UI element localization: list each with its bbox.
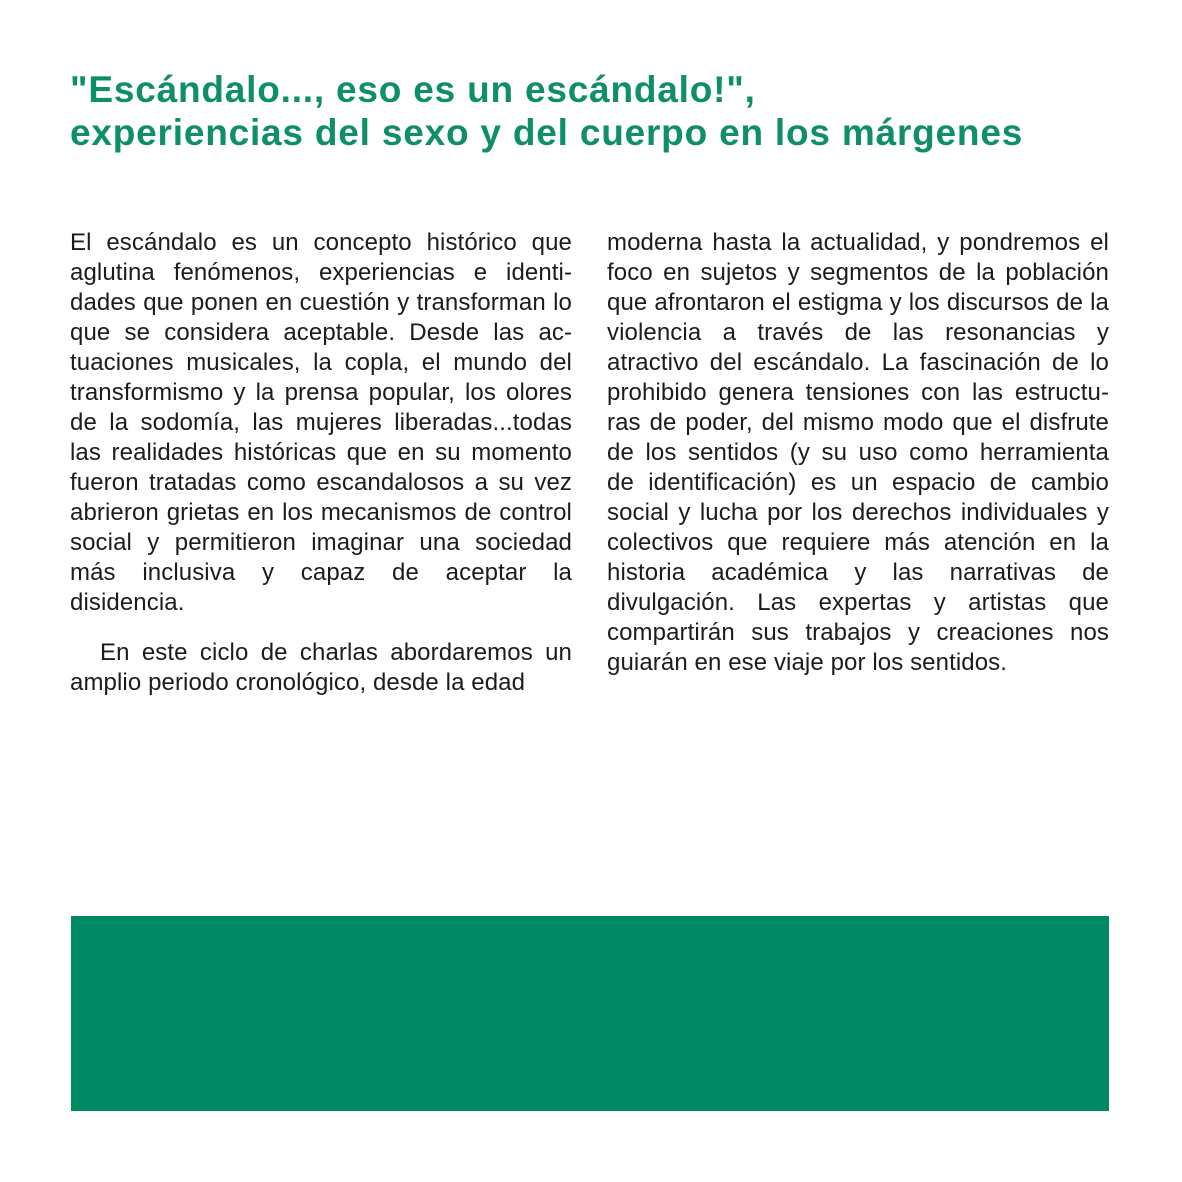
article-column-left	[70, 228, 572, 698]
page-title	[70, 68, 1070, 154]
article-paragraph-2-continued: moderna hasta la actualidad, y pondremos el foco en sujetos y segmentos de la población que afrontaron el estigma y los discursos de la violencia a través de las resonancias y atractivo del escándalo. La fascinación de lo prohibido genera tensiones con las estructuras de poder, del mismo modo que el disfrute de los sentidos (y su uso como herramienta de identificación) es un espacio de cambio social y lucha por los derechos individuales y colectivos que requiere más atención en la historia académica y las narrativas de divulgación. Las expertas y artistas que compartirán sus trabajos y creaciones nos guiarán en ese viaje por los sentidos.	[607, 229, 1109, 676]
page-title-line-2: experiencias del sexo y del cuerpo en los márgenes	[70, 112, 1024, 153]
article-paragraph-2: En este ciclo de charlas abordaremos un amplio periodo cronológico, desde la edad	[70, 639, 572, 696]
article-column-right	[607, 228, 1109, 698]
page-title-line-1: "Escándalo..., eso es un escándalo!",	[70, 69, 756, 110]
article-body	[70, 228, 1109, 698]
footer-green-band	[71, 916, 1109, 1111]
article-paragraph-1: El escándalo es un concepto histórico que aglutina fenómenos, experiencias e identidades que ponen en cuestión y transforman lo que se considera aceptable. Desde las actuaciones musicales, la copla, el mundo del transformismo y la prensa popular, los olores de la sodomía, las mujeres liberadas...todas las realidades históricas que en su momento fueron tratadas como escandalosos a su vez abrieron grietas en los mecanismos de control social y permitieron imaginar una sociedad más inclusiva y capaz de aceptar la disidencia.	[70, 229, 572, 616]
